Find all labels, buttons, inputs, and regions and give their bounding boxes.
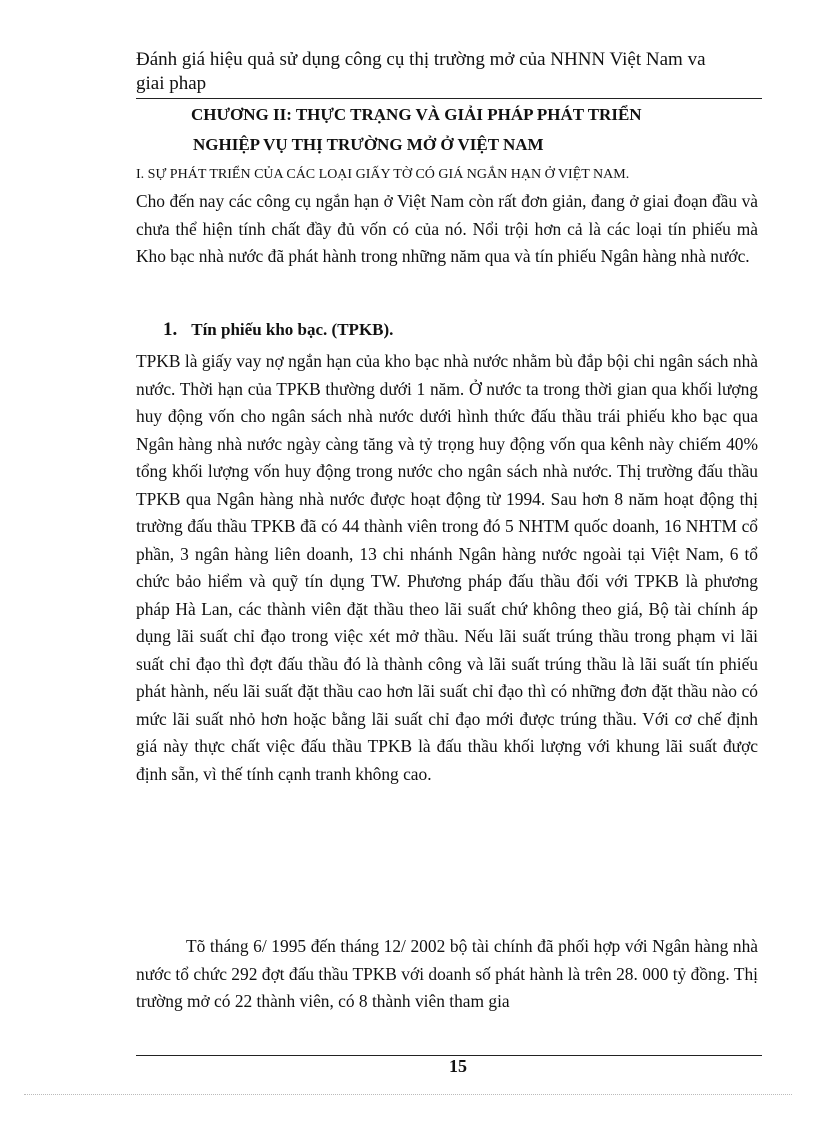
closing-paragraph: Tõ tháng 6/ 1995 đến tháng 12/ 2002 bộ tài chính đã phối hợp với Ngân hàng nhà nước tổ chức 292 đợt đấu thầu TPKB với doanh số phát hành là trên 28. 000 tỷ đồng. Thị trường mở có 22 thành viên, có 8 thành viên tham gia [136,936,758,1011]
header-divider [136,98,762,99]
page-bottom-border [24,1094,792,1095]
chapter-title-line-2: NGHIỆP VỤ THỊ TRƯỜNG MỞ Ở VIỆT NAM [193,135,544,154]
subsection-title: Tín phiếu kho bạc. (TPKB). [191,320,394,339]
intro-paragraph: Cho đến nay các công cụ ngắn hạn ở Việt Nam còn rất đơn giản, đang ở giai đoạn đầu và chưa thể hiện tính chất đầy đủ vốn có của nó. Nổi trội hơn cả là các loại tín phiếu mà Kho bạc nhà nước đã phát hành trong những năm qua và tín phiếu Ngân hàng nhà nước. [136,191,758,266]
subsection-number: 1. [163,319,178,340]
section-heading: I. SỰ PHÁT TRIỂN CỦA CÁC LOẠI GIẤY TỜ CÓ GIÁ NGẮN HẠN Ở VIỆT NAM. [136,167,630,182]
page-number: 15 [449,1056,467,1076]
tpkb-paragraph: TPKB là giấy vay nợ ngắn hạn của kho bạc nhà nước nhằm bù đắp bội chi ngân sách nhà nước. Thời hạn của TPKB thường dưới 1 năm. Ở nước ta trong thời gian qua khối lượng huy động vốn cho ngân sách nhà nước dưới hình thức đấu thầu trái phiếu kho bạc qua Ngân hàng nhà nước ngày càng tăng và tỷ trọng huy động vốn qua kênh này chiếm 40% tổng khối lượng vốn huy động trong nước cho ngân sách nhà nước. Thị trường đấu thầu TPKB qua Ngân hàng nhà nước được hoạt động từ 1994. Sau hơn 8 năm hoạt động thị trường đấu thầu TPKB đã có 44 thành viên trong đó 5 NHTM quốc doanh, 16 NHTM cổ phần, 3 ngân hàng liên doanh, 13 chi nhánh Ngân hàng nước ngoài tại Việt Nam, 6 tổ chức bảo hiểm và quỹ tín dụng TW. Phương pháp đấu thầu đối với TPKB là phương pháp Hà Lan, các thành viên đặt thầu theo lãi suất chứ không theo giá, Bộ tài chính áp dụng lãi suất chỉ đạo trong việc xét mở thầu. Nếu lãi suất trúng thầu trong phạm vi lãi suất chỉ đạo thì đợt đấu thầu đó là thành công và lãi suất trúng thầu là lãi suất tín phiếu phát hành, nếu lãi suất đặt thầu cao hơn lãi suất chỉ đạo thì có những đơn đặt thầu nào có mức lãi suất nhỏ hơn hoặc bằng lãi suất chỉ đạo mới được trúng thầu. Với cơ chế định giá này thực chất việc đấu thầu TPKB là đấu thầu khối lượng với khung lãi suất được định sẵn, vì thế tính cạnh tranh không cao. [136,351,758,784]
running-header: Đánh giá hiệu quả sử dụng công cụ thị trường mở của NHNN Việt Nam va giai phap [136,49,706,94]
chapter-title-line-1: CHƯƠNG II: THỰC TRẠNG VÀ GIẢI PHÁP PHÁT TRIỂN [191,105,642,124]
subsection-heading [163,319,393,341]
chapter-title [136,100,762,160]
